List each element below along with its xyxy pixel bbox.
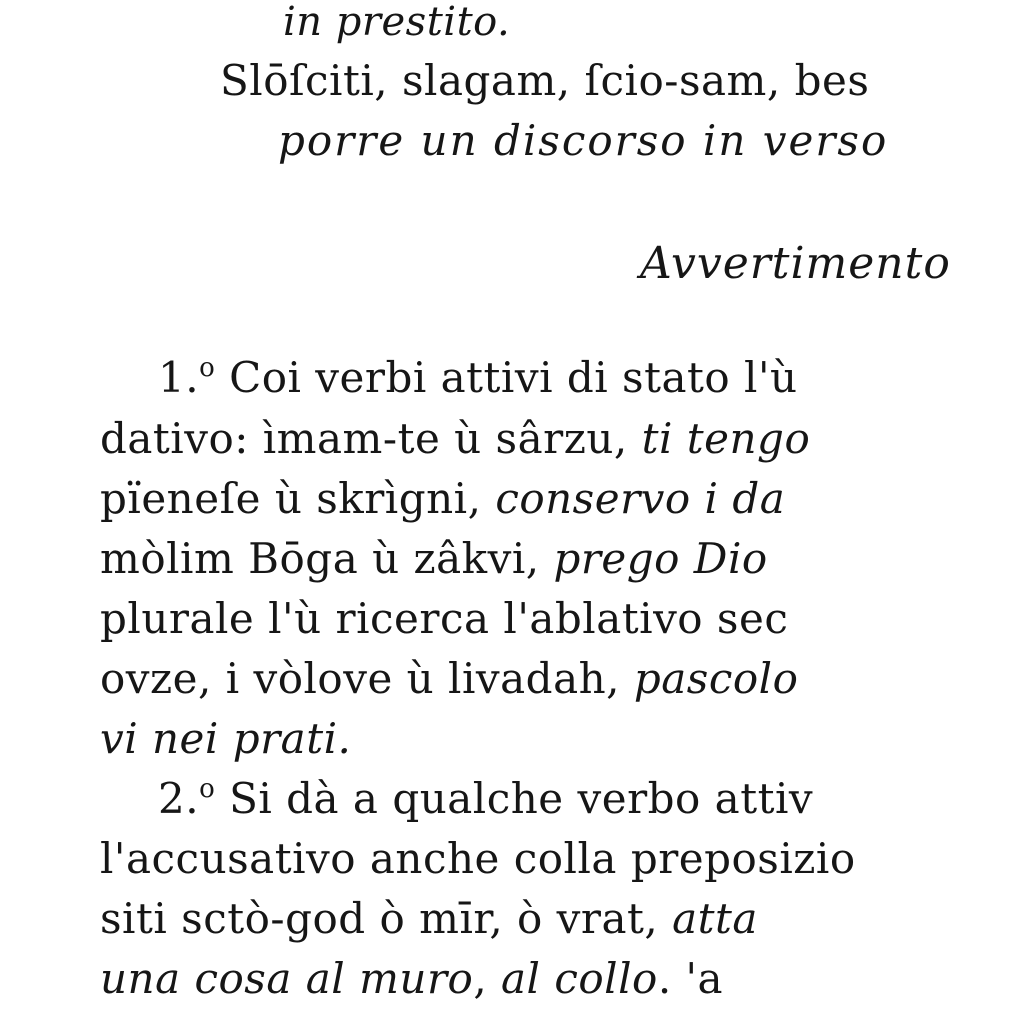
italic-text: prego Dio [553,534,768,583]
ordinal-mark: o [199,774,216,804]
paragraph-text: pïeneſe ù skrìgni, [100,474,496,523]
italic-text: ti tengo [641,414,811,463]
paragraph-text: Coi verbi attivi di stato l'ù [229,353,798,402]
text-line-14 [100,954,724,1003]
section-heading: Avvertimento [640,238,951,289]
paragraph-text: Si dà a qualche verbo attiv [229,774,814,823]
item-number: 1. [158,353,200,402]
text-line-13 [100,894,758,943]
ordinal-mark: o [199,353,216,383]
paragraph-text: ovze, i vòlove ù livadah, [100,654,634,703]
italic-text: atta [672,894,758,943]
text-line-3: porre un discorso in verso [278,116,889,165]
text-line-7 [100,534,768,583]
text-line-4 [158,353,798,402]
text-line-5 [100,414,811,463]
italic-text: pascolo [633,654,799,703]
text-line-9 [100,654,799,703]
text-line-11 [158,774,814,823]
paragraph-text: dativo: ìmam-te ù sârzu, [100,414,642,463]
italic-text: al collo [501,954,658,1003]
paragraph-text: siti sctò-god ò mīr, ò vrat, [100,894,673,943]
text-line-6 [100,474,786,523]
paragraph-text: , [473,954,502,1003]
text-line-2: Slōſciti, slagam, ſcio-sam, bes [220,56,870,105]
italic-text: una cosa al muro [100,954,474,1003]
italic-text: conservo i da [495,474,786,523]
text-line-1: in prestito. [283,0,511,45]
text-line-8: plurale l'ù ricerca l'ablativo sec [100,594,789,643]
paragraph-text: mòlim Bōga ù zâkvi, [100,534,554,583]
paragraph-text: . 'a [657,954,724,1003]
text-line-10: vi nei prati. [100,714,352,763]
text-line-12: l'accusativo anche colla preposizio [100,834,856,883]
item-number: 2. [158,774,200,823]
